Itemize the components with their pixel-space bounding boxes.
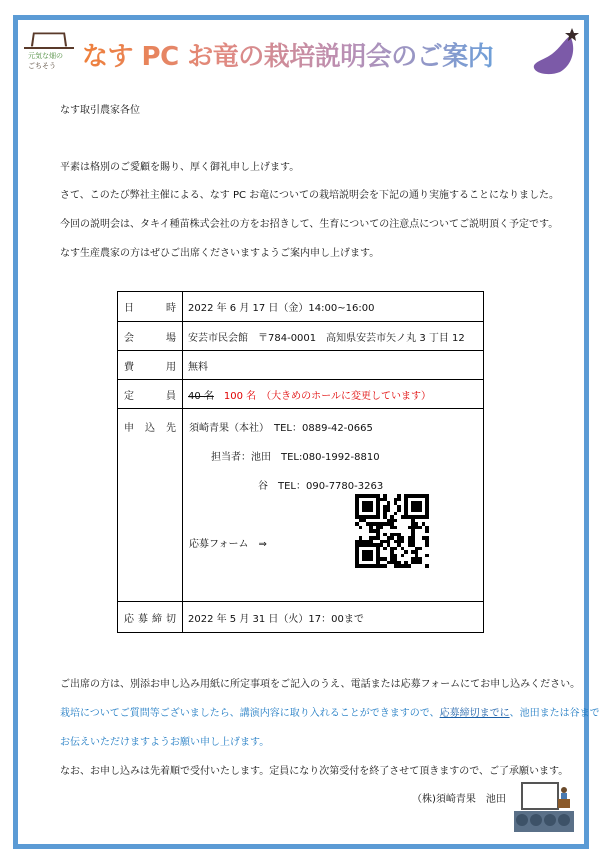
intro-line: 平素は格別のご愛顧を賜り、厚く御礼申し上げます。 [60,162,300,173]
intro-line: 今回の説明会は、タキイ種苗株式会社の方をお招きして、生育についての注意点についてご説明頂く予定です。 [60,219,559,230]
apply-contact: 谷 TEL：090-7780-3263 [258,481,384,492]
row-label: 費 用 [118,351,183,380]
intro-line: さて、このたび弊社主催による、なす PC お竜についての栽培説明会を下記の通り実施することになりました。 [60,190,559,201]
footer-text: 、池田または谷まで [509,708,600,719]
row-value: 2022 年 6 月 17 日（金）14:00~16:00 [183,292,484,322]
table-row [118,292,484,322]
eggplant-icon [530,26,580,76]
new-capacity: 100 名 （大きめのホールに変更しています） [223,390,431,402]
old-capacity: 40 名 [188,390,214,402]
apply-contact: 担当者：池田 TEL:080-1992-8810 [211,452,380,463]
apply-main: 須崎青果（本社） TEL：0889-42-0665 [189,423,373,434]
signature: （株)須崎青果 池田 [412,794,506,805]
intro-line: なす生産農家の方はぜひご出席くださいますようご案内申し上げます。 [60,248,380,259]
presenter-illustration-icon [514,780,574,832]
footer-text: 栽培についてご質問等ございましたら、講演内容に取り入れることができますので、 [60,708,440,719]
table-row [118,602,484,633]
addressee: なす取引農家各位 [60,105,140,116]
details-table [117,291,484,633]
row-value: 2022 年 5 月 31 日（火）17：00まで [183,602,484,633]
table-row [118,380,484,409]
deadline-link[interactable]: 応募締切までに [439,708,510,719]
row-label: 応募締切 [118,602,183,633]
table-row [118,351,484,380]
footer-line: お伝えいただけますようお願い申し上げます。 [60,737,270,748]
footer-line: なお、お申し込みは先着順で受付いたします。定員になり次第受付を終了させて頂きますので、ご了承願います。 [60,766,569,777]
row-value: 安芸市民会館 〒784-0001 高知県安芸市矢ノ丸 3 丁目 12 [183,322,484,351]
footer-line [60,704,600,719]
row-label: 日 時 [118,292,183,322]
page-title: なす PC お竜の栽培説明会のご案内 [82,36,493,73]
logo-text: 元気な畑の [28,52,63,60]
qr-code[interactable] [355,494,429,568]
table-row [118,322,484,351]
footer-line: ご出席の方は、別添お申し込み用紙に所定事項をご記入のうえ、電話または応募フォームにてお申し込みください。 [60,679,581,690]
row-value: 無料 [183,351,484,380]
logo-text: ごちそう [28,62,56,70]
form-label: 応募フォーム ⇒ [189,539,267,550]
row-label: 会 場 [118,322,183,351]
logo [22,30,84,76]
table-row [118,409,484,602]
row-label: 申 込 先 [118,409,183,602]
row-label: 定 員 [118,380,183,409]
